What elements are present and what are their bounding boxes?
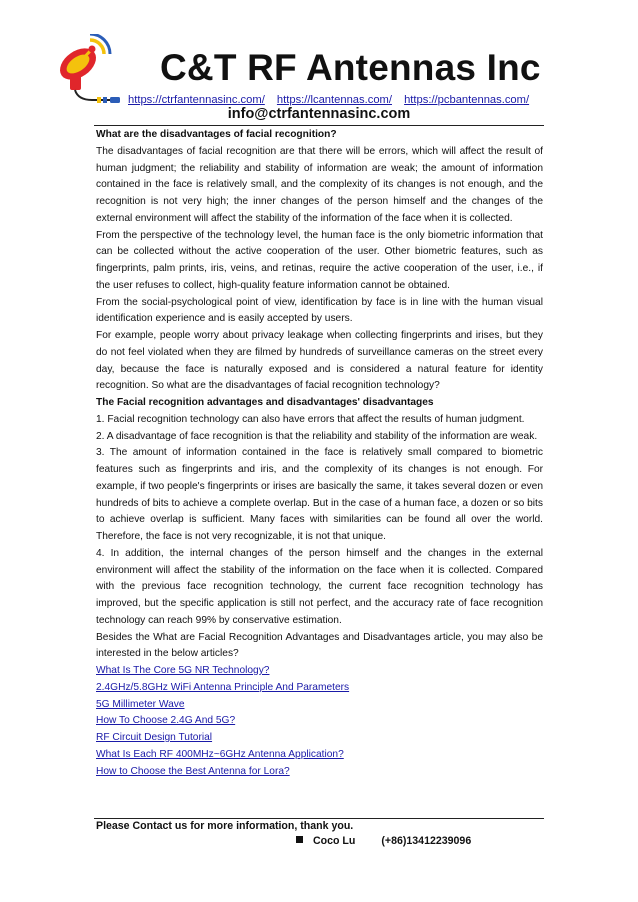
article-body: [96, 127, 543, 780]
footer-divider: [94, 818, 544, 819]
contact-name: Coco Lu: [313, 835, 356, 847]
list-item: 3. The amount of information contained in the face is relatively small compared to biometric features such as fingerprints and iris, and the complexity of its changes is not enough. For example, if two people's fingerprints or irises are basically the same, it takes several dozen or even hundreds of bits to achieve a complete overlap. But in the case of a human face, a dozen or so bits to achieve overlap is sufficient. Many faces with similarities can be found all over the world. Therefore, the face is not very recognizable, it is not that unique.: [96, 447, 543, 542]
contact-phone: (+86)13412239096: [381, 835, 472, 847]
contact-person: [296, 835, 471, 847]
contact-message: Please Contact us for more information, thank you.: [96, 820, 354, 832]
paragraph: For example, people worry about privacy leakage when collecting fingerprints and irises, but they do not feel violated when they are filmed by hundreds of surveillance cameras on the street every day, because the face is naturally exposed and is considered a natural feature for identity recognition. So what are the disadvantages of facial recognition technology?: [96, 330, 543, 392]
article-link[interactable]: How to Choose the Best Antenna for Lora?: [96, 765, 290, 777]
website-links: [128, 94, 538, 106]
article-link[interactable]: What Is The Core 5G NR Technology?: [96, 665, 270, 676]
company-logo: [52, 34, 126, 108]
paragraph: From the social-psychological point of view, identification by face is in line with the human visual identification experience and is easily accepted by users.: [96, 296, 543, 325]
article-link[interactable]: How To Choose 2.4G And 5G?: [96, 715, 236, 727]
list-item: 2. A disadvantage of face recognition is that the reliability and stability of the information are weak.: [96, 430, 538, 442]
website-link-ctrfantennasinc[interactable]: https://ctrfantennasinc.com/: [128, 94, 265, 106]
contact-email: info@ctrfantennasinc.com: [227, 106, 411, 122]
satellite-dish-icon: [52, 34, 126, 108]
article-link[interactable]: 5G Millimeter Wave: [96, 698, 185, 710]
list-item: 1. Facial recognition technology can also have errors that affect the results of human judgment.: [96, 413, 525, 425]
square-bullet-icon: [296, 836, 303, 843]
paragraph: Besides the What are Facial Recognition Advantages and Disadvantages article, you may also be interested in the below articles?: [96, 631, 543, 660]
paragraph: From the perspective of the technology level, the human face is the only biometric information that can be collected without the active cooperation of the user. Other biometric features, such as fingerprints, palm prints, iris, veins, and retinas, require the active cooperation of the user, i.e., if the user refuses to collect, high-quality feature information cannot be obtained.: [96, 229, 543, 291]
company-name: C&T RF Antennas Inc: [160, 47, 541, 88]
website-link-pcbantennas[interactable]: https://pcbantennas.com/: [404, 94, 530, 106]
related-articles: [96, 663, 543, 780]
article-link[interactable]: What Is Each RF 400MHz~6GHz Antenna Application?: [96, 748, 344, 760]
header-divider: [94, 125, 544, 126]
section-heading: What are the disadvantages of facial recognition?: [96, 129, 337, 140]
article-link[interactable]: RF Circuit Design Tutorial: [96, 732, 213, 743]
list-item: 4. In addition, the internal changes of the person himself and the changes in the external environment will affect the stability of the information on the face when it is collected. Compared with the previous face recognition technology, the current face recognition technology has improved, but the specific application is still not perfect, and the accuracy rate of face recognition technology can reach 99% by conservative estimation.: [96, 547, 543, 626]
section-heading: The Facial recognition advantages and disadvantages' disadvantages: [96, 397, 434, 408]
website-link-lcantennas[interactable]: https://lcantennas.com/: [276, 94, 392, 106]
article-link[interactable]: 2.4GHz/5.8GHz WiFi Antenna Principle And Parameters: [96, 681, 350, 693]
paragraph: The disadvantages of facial recognition are that there will be errors, which will affect the result of human judgment; the reliability and stability of information are weak; the amount of information contained in the face is relatively small, and the complexity of its changes is not enough, and the recognition is not very high; the inner changes of the person himself and the changes of the external environment will affect the stability of the information of the face when it is collected.: [96, 145, 543, 224]
